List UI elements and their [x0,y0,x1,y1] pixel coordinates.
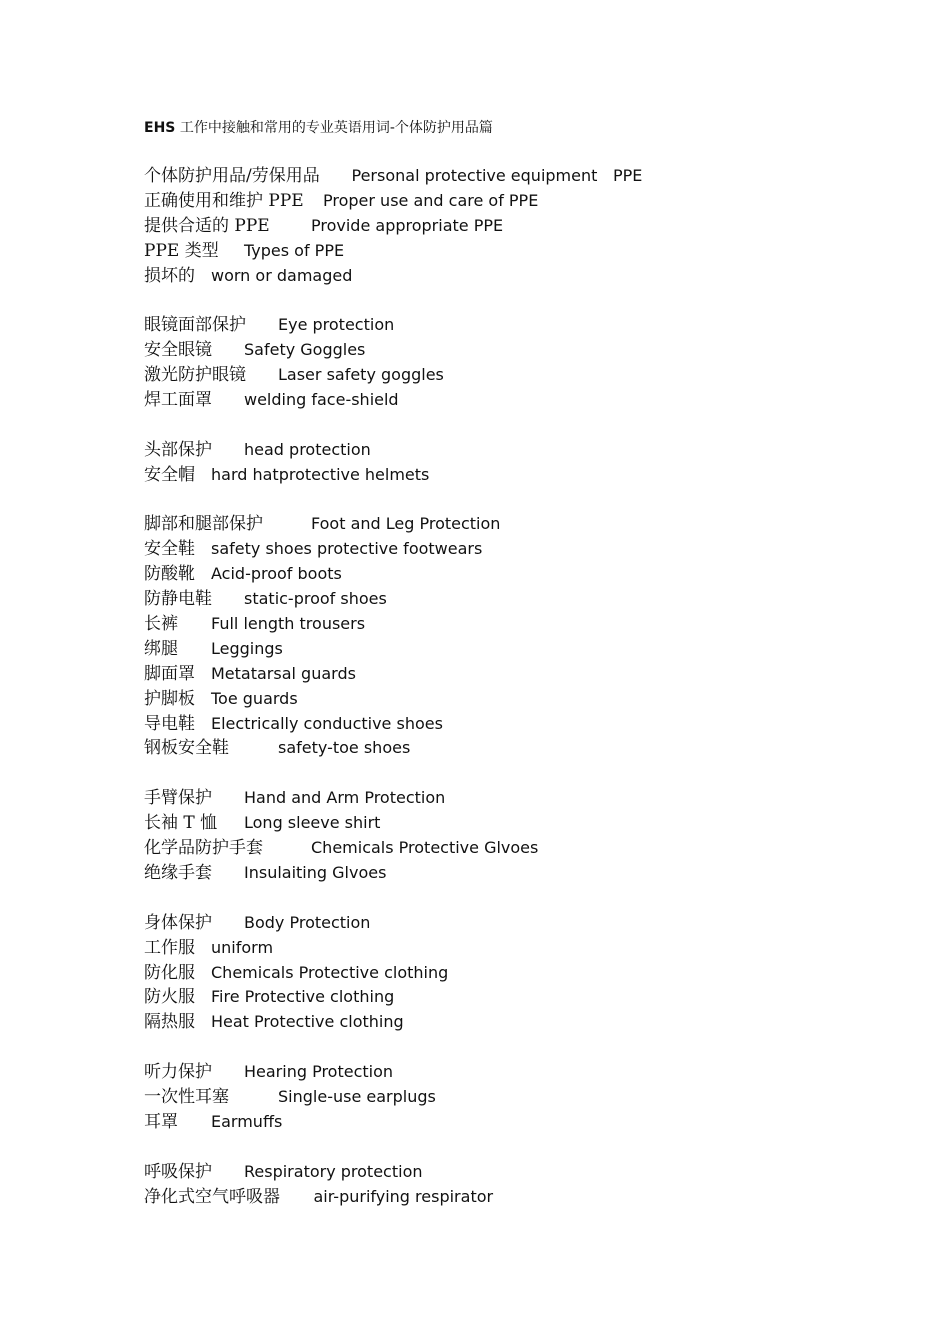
term-chinese: 长裤 [144,614,178,635]
term-chinese: 眼镜面部保护 [144,315,246,336]
glossary-row [144,736,864,761]
glossary-row [144,961,864,986]
term-chinese: 个体防护用品/劳保用品 [144,166,320,186]
glossary-row [144,363,864,388]
section-gap [144,1135,864,1160]
term-english: hard hatprotective helmets [211,464,430,484]
term-chinese: 绑腿 [144,638,178,659]
term-chinese: 听力保护 [144,1062,212,1083]
glossary-row [144,1185,864,1210]
glossary-row [144,1085,864,1110]
term-english: static-proof shoes [244,589,387,609]
term-chinese: PPE 类型 [144,240,219,261]
term-english: Full length trousers [211,614,366,634]
term-english: Chemicals Protective clothing [211,962,449,982]
glossary-row [144,712,864,737]
term-english: worn or damaged [211,265,353,285]
glossary-row [144,512,864,537]
section-gap [144,1035,864,1060]
term-chinese: 防化服 [144,962,195,983]
glossary-row [144,637,864,662]
term-english: Fire Protective clothing [211,987,395,1007]
glossary-row [144,264,864,289]
glossary-row [144,463,864,488]
term-chinese: 安全帽 [144,464,195,485]
glossary-row [144,936,864,961]
term-chinese: 手臂保护 [144,788,212,809]
term-chinese: 激光防护眼镜 [144,365,246,386]
term-english: Types of PPE [244,240,345,260]
term-english: Toe guards [211,688,298,708]
term-chinese: 净化式空气呼吸器 [144,1186,280,1207]
term-english: Long sleeve shirt [244,813,381,833]
term-chinese: 安全鞋 [144,539,195,560]
term-english: air-purifying respirator [313,1186,494,1206]
term-chinese: 长袖 T 恤 [144,813,218,834]
term-chinese: 安全眼镜 [144,340,212,361]
glossary-row [144,1060,864,1085]
term-chinese: 脚面罩 [144,663,195,684]
term-english: safety shoes protective footwears [211,539,483,559]
term-chinese: 钢板安全鞋 [144,738,229,759]
glossary-row [144,861,864,886]
glossary-row [144,687,864,712]
glossary-row [144,1110,864,1135]
section-gap [144,488,864,513]
term-chinese: 耳罩 [144,1111,178,1132]
term-english: safety-toe shoes [278,738,411,758]
term-chinese: 脚部和腿部保护 [144,514,263,535]
section-gap [144,761,864,786]
term-chinese: 绝缘手套 [144,862,212,883]
term-english: Single-use earplugs [278,1086,436,1106]
document-title [144,118,493,138]
term-abbreviation: PPE [613,166,643,185]
term-english: Body Protection [244,912,371,932]
glossary-row [144,1160,864,1185]
term-english: uniform [211,937,274,957]
term-chinese: 导电鞋 [144,713,195,734]
term-chinese: 护脚板 [144,688,195,709]
glossary-row [144,214,864,239]
term-english: Laser safety goggles [278,365,444,385]
term-english: Respiratory protection [244,1161,423,1181]
term-english: Safety Goggles [244,340,366,360]
glossary-row [144,1010,864,1035]
glossary-row [144,587,864,612]
glossary-row [144,985,864,1010]
term-chinese: 化学品防护手套 [144,838,263,859]
glossary-row [144,786,864,811]
term-english: Metatarsal guards [211,663,356,683]
term-english: Heat Protective clothing [211,1012,404,1032]
term-chinese: 一次性耳塞 [144,1086,229,1107]
section-gap [144,886,864,911]
term-chinese: 防火服 [144,987,195,1008]
glossary-row [144,662,864,687]
term-chinese: 损坏的 [144,265,195,286]
section-gap [144,288,864,313]
glossary-row [144,388,864,413]
glossary-row [144,811,864,836]
term-chinese: 正确使用和维护 PPE [144,190,304,211]
term-english: Electrically conductive shoes [211,713,443,733]
glossary-row [144,338,864,363]
term-english: Hand and Arm Protection [244,788,446,808]
glossary-list [144,164,864,1209]
title-prefix: EHS [144,120,176,136]
glossary-row [144,313,864,338]
term-chinese: 头部保护 [144,439,212,460]
term-english: Earmuffs [211,1111,283,1131]
term-chinese: 提供合适的 PPE [144,215,270,236]
term-chinese: 防酸靴 [144,564,195,585]
term-english: head protection [244,439,371,459]
title-text: 工作中接触和常用的专业英语用词-个体防护用品篇 [179,120,493,136]
glossary-row [144,438,864,463]
glossary-row [144,612,864,637]
glossary-row [144,537,864,562]
term-english: Provide appropriate PPE [311,215,504,235]
term-chinese: 防静电鞋 [144,589,212,610]
term-english: Insulaiting Glvoes [244,862,387,882]
term-english: Acid-proof boots [211,564,342,584]
term-chinese: 身体保护 [144,912,212,933]
glossary-row [144,189,864,214]
term-chinese: 工作服 [144,937,195,958]
term-english: Personal protective equipment [351,166,598,185]
term-english: Foot and Leg Protection [311,514,501,534]
section-gap [144,413,864,438]
term-english: Hearing Protection [244,1062,394,1082]
term-english: Leggings [211,638,283,658]
term-chinese: 焊工面罩 [144,390,212,411]
term-english: Eye protection [278,315,395,335]
term-english: Proper use and care of PPE [323,190,539,210]
term-chinese: 呼吸保护 [144,1161,212,1182]
glossary-row [144,911,864,936]
glossary-row [144,836,864,861]
term-english: welding face-shield [244,390,399,410]
glossary-row [144,164,864,189]
term-chinese: 隔热服 [144,1012,195,1033]
glossary-row [144,239,864,264]
glossary-row [144,562,864,587]
term-english: Chemicals Protective Glvoes [311,838,539,858]
